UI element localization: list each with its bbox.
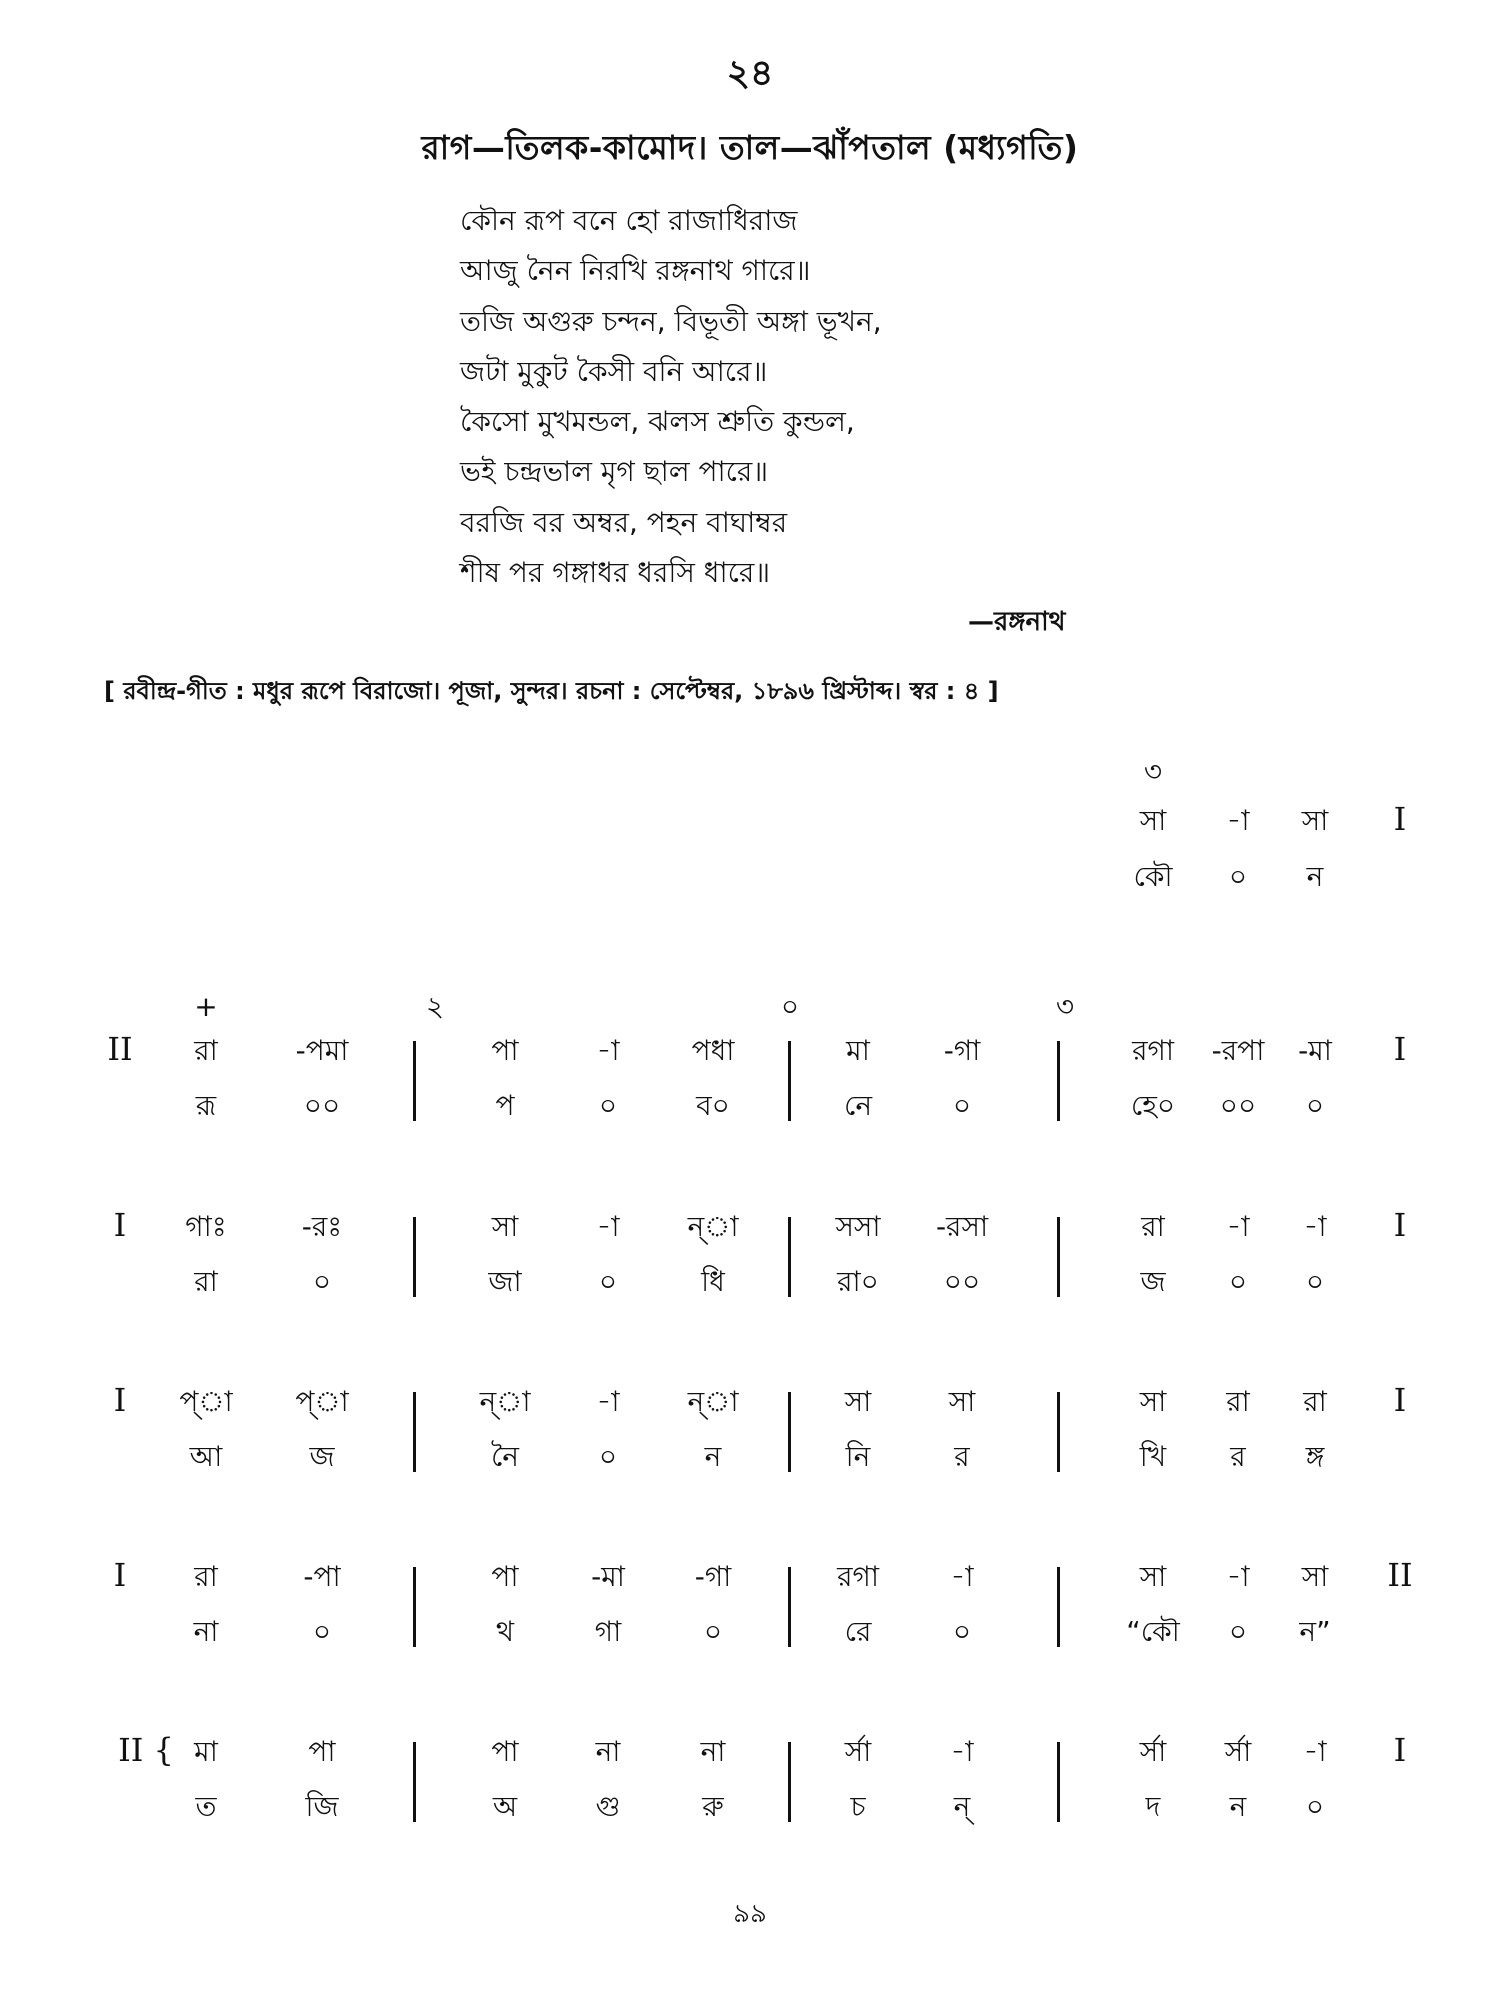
- lyric-line: আজু নৈন নিরখি রঙ্গনাথ গারে॥: [460, 254, 811, 288]
- measure-mark: I: [113, 1206, 127, 1244]
- swara-note: মা: [194, 1735, 218, 1768]
- swara-note: পা: [491, 1560, 519, 1593]
- lyric-syllable: জা: [488, 1265, 522, 1298]
- lyric-syllable: ০: [1305, 1265, 1325, 1298]
- measure-mark: II: [1387, 1556, 1413, 1594]
- page-number: ২৪: [726, 53, 774, 94]
- lyric-syllable: প: [495, 1089, 515, 1122]
- swara-note: ন্া: [687, 1210, 739, 1243]
- lyric-syllable: ০: [952, 1615, 972, 1648]
- lyric-syllable: গা: [594, 1615, 622, 1648]
- pickup-syllable: কৌ: [1133, 860, 1173, 893]
- lyric-syllable: রা০: [837, 1265, 879, 1298]
- vibhag-divider: [1057, 1392, 1060, 1472]
- vibhag-divider: [1057, 1041, 1060, 1121]
- vibhag-divider: [413, 1041, 416, 1121]
- lyric-syllable: ন: [1229, 1790, 1247, 1823]
- lyric-syllable: ০০: [943, 1265, 981, 1298]
- swara-note: র্সা: [1139, 1735, 1167, 1768]
- swara-note: প্া: [179, 1385, 233, 1418]
- swara-note: রা: [1226, 1385, 1250, 1418]
- vibhag-divider: [413, 1567, 416, 1647]
- lyrics-block: [460, 196, 882, 598]
- lyric-syllable: জি: [305, 1790, 339, 1823]
- swara-note: পা: [491, 1735, 519, 1768]
- vibhag-divider: [413, 1217, 416, 1297]
- swara-note: রা: [1303, 1385, 1327, 1418]
- vibhag-divider: [1057, 1567, 1060, 1647]
- vibhag-divider: [788, 1567, 791, 1647]
- swara-note: -া: [596, 1210, 620, 1243]
- pickup-syllable: ০: [1228, 860, 1248, 893]
- swara-note: প্া: [295, 1385, 349, 1418]
- lyric-syllable: নে: [843, 1089, 873, 1122]
- beat-marker: ৩: [1143, 755, 1163, 788]
- swara-note: না: [595, 1735, 621, 1768]
- swara-note: -া: [950, 1735, 974, 1768]
- swara-note: গাঃ: [185, 1210, 227, 1243]
- vibhag-divider: [413, 1392, 416, 1472]
- vibhag-divider: [1057, 1742, 1060, 1822]
- swara-note: রগা: [1132, 1034, 1174, 1067]
- footer-page-number: ৯৯: [733, 1899, 767, 1929]
- lyric-syllable: জ: [309, 1440, 335, 1473]
- swara-note: মা: [846, 1034, 870, 1067]
- lyric-syllable: রু: [702, 1790, 724, 1823]
- swara-note: -া: [1226, 1210, 1250, 1243]
- lyric-syllable: রূ: [195, 1089, 217, 1122]
- swara-note: পা: [308, 1735, 336, 1768]
- swara-note: -রসা: [935, 1210, 989, 1243]
- swara-note: রা: [194, 1560, 218, 1593]
- lyric-line: কৌন রূপ বনে হো রাজাধিরাজ: [460, 204, 798, 237]
- swara-note: -রপা: [1211, 1034, 1265, 1067]
- measure-mark: I: [113, 1556, 127, 1594]
- rabindra-geet-info: [ রবীন্দ্র-গীত : মধুর রূপে বিরাজো। পূজা, সুন্দর। রচনা : সেপ্টেম্বর, ১৮৯৬ খ্রিস্টাব্দ। স্বর : ৪ ]: [104, 677, 999, 705]
- lyric-syllable: ০: [598, 1440, 618, 1473]
- swara-note: -রঃ: [301, 1210, 343, 1243]
- lyric-syllable: ০: [312, 1265, 332, 1298]
- lyric-syllable: রা: [194, 1265, 218, 1298]
- lyric-syllable: ০: [1228, 1615, 1248, 1648]
- swara-note: সা: [1139, 1385, 1167, 1418]
- lyric-syllable: র: [1230, 1440, 1246, 1473]
- swara-note: -া: [1303, 1735, 1327, 1768]
- beat-marker: ৩: [1055, 990, 1075, 1023]
- lyric-syllable: ০: [312, 1615, 332, 1648]
- pickup-note: -া: [1226, 804, 1250, 837]
- measure-mark: I: [1393, 800, 1407, 838]
- swara-note: রা: [1141, 1210, 1165, 1243]
- lyric-syllable: ত: [195, 1790, 217, 1823]
- swara-note: সা: [844, 1385, 872, 1418]
- lyric-syllable: চ: [850, 1790, 866, 1823]
- pickup-note: সা: [1139, 804, 1167, 837]
- raga-tala-heading: রাগ—তিলক-কামোদ। তাল—ঝাঁপতাল (মধ্যগতি): [421, 128, 1079, 167]
- swara-note: না: [700, 1735, 726, 1768]
- lyric-syllable: দ: [1145, 1790, 1161, 1823]
- beat-marker: +: [194, 990, 218, 1023]
- swara-note: ন্া: [479, 1385, 531, 1418]
- vibhag-divider: [413, 1742, 416, 1822]
- swara-note: -া: [1303, 1210, 1327, 1243]
- lyric-syllable: ০: [598, 1265, 618, 1298]
- author-credit: —রঙ্গনাথ: [968, 607, 1066, 637]
- lyric-syllable: ন”: [1299, 1615, 1331, 1648]
- lyric-syllable: জ: [1140, 1265, 1166, 1298]
- swara-note: -মা: [591, 1560, 625, 1593]
- lyric-syllable: ঙ্গ: [1305, 1440, 1325, 1473]
- pickup-note: সা: [1301, 804, 1329, 837]
- lyric-syllable: ০: [952, 1089, 972, 1122]
- lyric-syllable: ০০: [303, 1089, 341, 1122]
- swara-note: সা: [1139, 1560, 1167, 1593]
- lyric-syllable: হে০: [1130, 1089, 1176, 1122]
- vibhag-divider: [788, 1217, 791, 1297]
- lyric-line: বরজি বর অম্বর, পহন বাঘাম্বর: [460, 505, 788, 539]
- swara-note: রা: [194, 1034, 218, 1067]
- swara-note: -পমা: [295, 1034, 349, 1067]
- lyric-line: কৈসো মুখমন্ডল, ঝলস শ্রুতি কুন্ডল,: [460, 405, 855, 439]
- lyric-syllable: রে: [844, 1615, 872, 1648]
- lyric-syllable: না: [193, 1615, 219, 1648]
- pickup-syllable: ন: [1306, 860, 1324, 893]
- lyric-line: ভই চন্দ্রভাল মৃগ ছাল পারে॥: [460, 455, 769, 489]
- lyric-syllable: খি: [1139, 1440, 1167, 1473]
- swara-note: র্সা: [1224, 1735, 1252, 1768]
- lyric-syllable: অ: [492, 1790, 518, 1823]
- lyric-line: শীষ পর গঙ্গাধর ধরসি ধারে॥: [460, 556, 771, 590]
- swara-note: -গা: [694, 1560, 732, 1593]
- swara-note: সা: [1301, 1560, 1329, 1593]
- measure-mark: I: [1393, 1206, 1407, 1244]
- lyric-line: জটা মুকুট কৈসী বনি আরে॥: [460, 354, 768, 388]
- beat-marker: ০: [780, 990, 800, 1023]
- lyric-syllable: ০০: [1219, 1089, 1257, 1122]
- swara-note: পা: [491, 1034, 519, 1067]
- lyric-syllable: গু: [595, 1790, 621, 1823]
- swara-note: পধা: [691, 1034, 735, 1067]
- lyric-syllable: ০: [1228, 1265, 1248, 1298]
- swara-note: রগা: [837, 1560, 879, 1593]
- vibhag-divider: [788, 1392, 791, 1472]
- vibhag-divider: [788, 1041, 791, 1121]
- lyric-syllable: ০: [1305, 1089, 1325, 1122]
- beat-marker: ২: [425, 990, 445, 1023]
- swara-note: -া: [596, 1034, 620, 1067]
- lyric-syllable: ধি: [701, 1265, 725, 1298]
- lyric-syllable: নি: [845, 1440, 871, 1473]
- lyric-line: তজি অগুরু চন্দন, বিভূতী অঙ্গা ভূখন,: [460, 304, 882, 338]
- measure-mark: I: [1393, 1731, 1407, 1769]
- swara-note: -গা: [943, 1034, 981, 1067]
- measure-mark: I: [1393, 1381, 1407, 1419]
- swara-note: -পা: [303, 1560, 341, 1593]
- vibhag-divider: [788, 1742, 791, 1822]
- swara-note: সা: [948, 1385, 976, 1418]
- lyric-syllable: “কৌ: [1126, 1615, 1180, 1648]
- lyric-syllable: থ: [495, 1615, 515, 1648]
- swara-note: -া: [950, 1560, 974, 1593]
- lyric-syllable: র: [954, 1440, 970, 1473]
- swara-note: ন্া: [687, 1385, 739, 1418]
- swara-note: সা: [491, 1210, 519, 1243]
- swara-note: -া: [1226, 1560, 1250, 1593]
- swara-note: -া: [596, 1385, 620, 1418]
- lyric-syllable: ০: [703, 1615, 723, 1648]
- lyric-syllable: ০: [598, 1089, 618, 1122]
- measure-mark: I: [113, 1381, 127, 1419]
- swara-note: -মা: [1298, 1034, 1332, 1067]
- swara-note: সসা: [835, 1210, 881, 1243]
- measure-mark: I: [1393, 1030, 1407, 1068]
- swara-note: র্সা: [844, 1735, 872, 1768]
- lyric-syllable: ০: [1305, 1790, 1325, 1823]
- measure-mark: II: [107, 1030, 133, 1068]
- vibhag-divider: [1057, 1217, 1060, 1297]
- lyric-syllable: আ: [189, 1440, 223, 1473]
- measure-mark: II {: [118, 1731, 174, 1769]
- lyric-syllable: ব০: [696, 1089, 730, 1122]
- lyric-syllable: ন্: [953, 1790, 971, 1823]
- lyric-syllable: নৈ: [490, 1440, 520, 1473]
- lyric-syllable: ন: [704, 1440, 722, 1473]
